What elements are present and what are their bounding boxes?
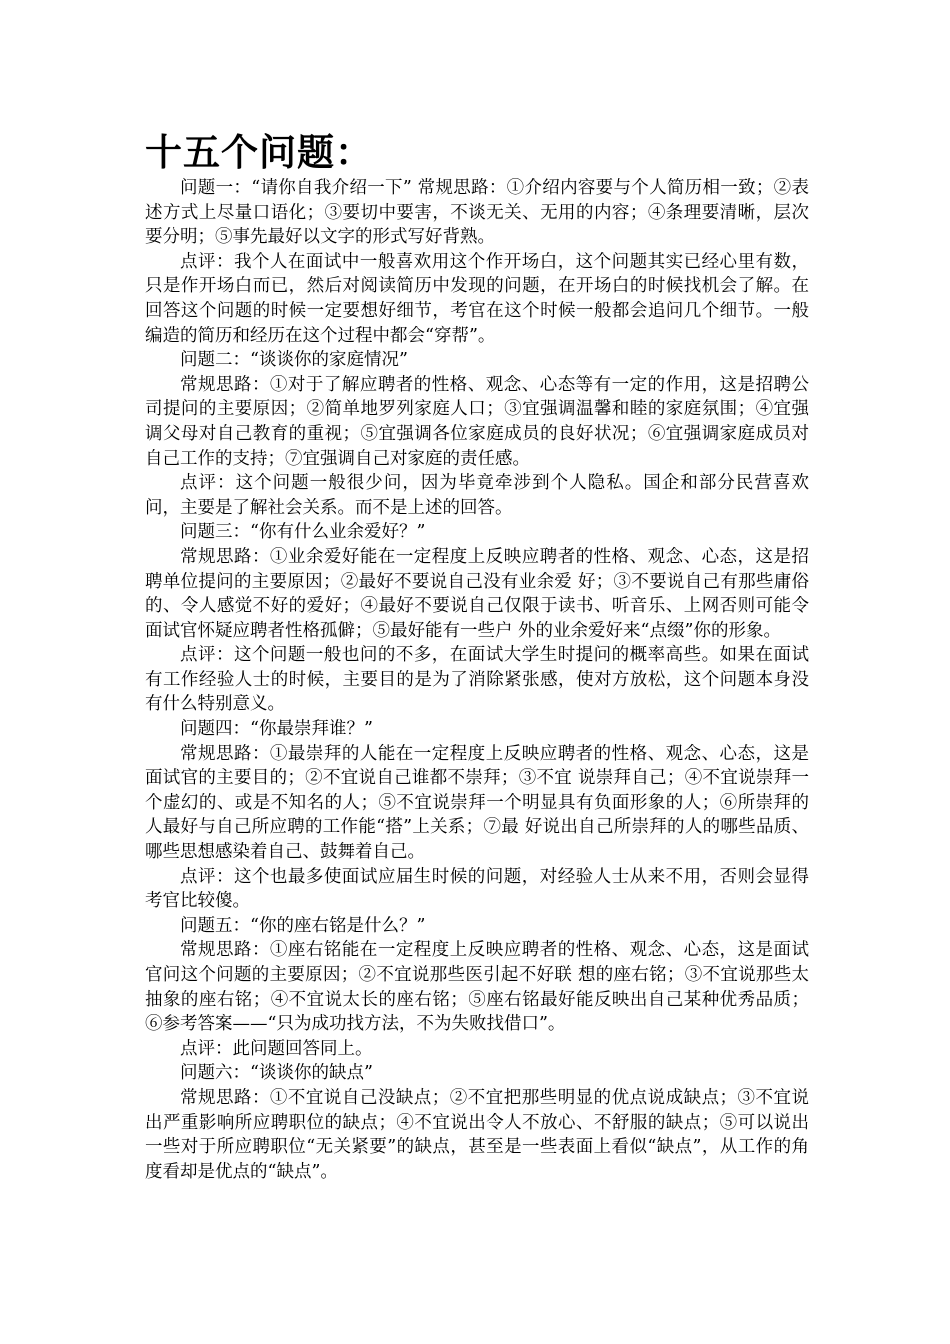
paragraph-q5-approach: 常规思路：①座右铭能在一定程度上反映应聘者的性格、观念、心态，这是面试官问这个问题的主要原因；②不宜说那些医引起不好联 想的座右铭；③不宜说那些太抽象的座右铭；④不宜说太长的座右铭；⑤座右铭最好能反映出自己某种优秀品质；⑥参考答案——“只为成功找方法，不为失败找借口”。 xyxy=(145,940,809,1035)
paragraph-q3-approach: 常规思路：①业余爱好能在一定程度上反映应聘者的性格、观念、心态，这是招聘单位提问的主要原因；②最好不要说自己没有业余爱 好；③不要说自己有那些庸俗的、令人感觉不好的爱好；④最好不要说自己仅限于读书、听音乐、上网否则可能令面试官怀疑应聘者性格孤僻；⑤最好能有一些户 外的业余爱好来“点缀”你的形象。 xyxy=(145,546,809,641)
paragraph-q6-heading: 问题六：“谈谈你的缺点” xyxy=(180,1063,373,1084)
paragraph-q4-heading: 问题四：“你最崇拜谁？” xyxy=(180,719,373,740)
paragraph-q1-comment: 点评：我个人在面试中一般喜欢用这个作开场白，这个问题其实已经心里有数，只是作开场白而已，然后对阅读简历中发现的问题，在开场白的时候找机会了解。在回答这个问题的时候一定要想好细节，考官在这个时候一般都会追问几个细节。一般编造的简历和经历在这个过程中都会“穿帮”。 xyxy=(145,251,809,346)
paragraph-q3-heading: 问题三：“你有什么业余爱好？” xyxy=(180,522,426,543)
paragraph-q2-heading: 问题二：“谈谈你的家庭情况” xyxy=(180,350,408,371)
paragraph-q2-comment: 点评：这个问题一般很少问，因为毕竟牵涉到个人隐私。国企和部分民营喜欢问，主要是了解社会关系。而不是上述的回答。 xyxy=(145,473,809,518)
document-page xyxy=(145,128,809,1184)
paragraph-q6-approach: 常规思路：①不宜说自己没缺点；②不宜把那些明显的优点说成缺点；③不宜说出严重影响所应聘职位的缺点；④不宜说出令人不放心、不舒服的缺点；⑤可以说出一些对于所应聘职位“无关紧要”的缺点，甚至是一些表面上看似“缺点”，从工作的角度看却是优点的“缺点”。 xyxy=(145,1087,809,1182)
paragraph-q2-approach: 常规思路：①对于了解应聘者的性格、观念、心态等有一定的作用，这是招聘公司提问的主要原因；②简单地罗列家庭人口；③宜强调温馨和睦的家庭氛围；④宜强调父母对自己教育的重视；⑤宜强调各位家庭成员的良好状况；⑥宜强调家庭成员对自己工作的支持；⑦宜强调自己对家庭的责任感。 xyxy=(145,374,809,469)
document-title: 十五个问题： xyxy=(145,130,373,174)
paragraph-q4-approach: 常规思路：①最崇拜的人能在一定程度上反映应聘者的性格、观念、心态，这是面试官的主要目的；②不宜说自己谁都不崇拜；③不宜 说崇拜自己；④不宜说崇拜一个虚幻的、或是不知名的人；⑤不宜说崇拜一个明显具有负面形象的人；⑥所崇拜的人最好与自己所应聘的工作能“搭”上关系；⑦最 好说出自己所崇拜的人的哪些品质、哪些思想感染着自己、鼓舞着自己。 xyxy=(145,743,809,863)
paragraph-q4-comment: 点评：这个也最多使面试应届生时候的问题，对经验人士从来不用，否则会显得考官比较傻。 xyxy=(145,866,809,912)
paragraph-q1-intro: 问题一：“请你自我介绍一下” 常规思路：①介绍内容要与个人简历相一致；②表述方式上尽量口语化；③要切中要害，不谈无关、无用的内容；④条理要清晰，层次要分明；⑤事先最好以文字的形式写好背熟。 xyxy=(145,178,809,248)
paragraph-q3-comment: 点评：这个问题一般也问的不多，在面试大学生时提问的概率高些。如果在面试有工作经验人士的时候，主要目的是为了消除紧张感，使对方放松，这个问题本身没有什么特别意义。 xyxy=(145,645,809,715)
paragraph-q5-comment: 点评：此问题回答同上。 xyxy=(180,1038,373,1059)
paragraph-q5-heading: 问题五：“你的座右铭是什么？” xyxy=(180,915,426,936)
